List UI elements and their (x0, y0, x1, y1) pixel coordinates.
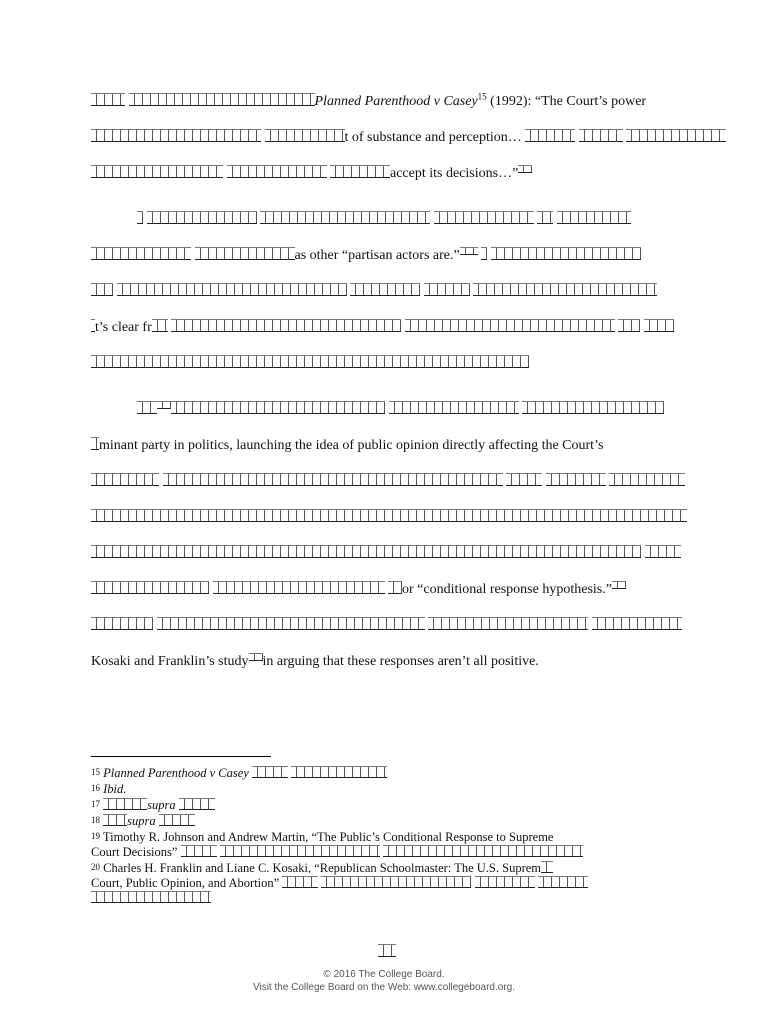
redacted-text (265, 129, 345, 142)
p2-text: as other “partisan actors are.” (294, 248, 460, 263)
redacted-text (152, 319, 168, 332)
redacted-text (137, 211, 143, 224)
p3-text: or “conditional response hypothesis.” (402, 582, 612, 597)
redacted-text (91, 617, 153, 630)
redacted-text (91, 891, 211, 903)
p3-line6 (91, 574, 689, 610)
p2-line5 (91, 348, 689, 384)
redacted-text (91, 473, 159, 486)
copyright-text: © 2016 The College Board. (323, 969, 445, 980)
redacted-text (171, 319, 401, 332)
p3-line5 (91, 538, 689, 574)
p3-line3 (91, 466, 689, 502)
redacted-text (91, 581, 209, 594)
redacted-text (181, 845, 217, 857)
redacted-text (506, 473, 542, 486)
footnote-16: 16 Ibid. (91, 782, 127, 796)
p1-line2 (91, 122, 689, 158)
redacted-text (557, 211, 631, 224)
redacted-text (103, 814, 127, 826)
essay-body (91, 86, 689, 682)
redacted-text (91, 129, 261, 142)
redacted-text (541, 861, 553, 873)
redacted-text (350, 283, 420, 296)
redacted-text (179, 798, 215, 810)
footnote-ref-15: 15 (477, 91, 487, 102)
redacted-text (405, 319, 615, 332)
redacted-text (626, 129, 726, 142)
redacted-text (260, 211, 430, 224)
p3-line8 (91, 646, 689, 682)
redacted-text (618, 319, 640, 332)
p2-line4 (91, 312, 689, 348)
redacted-text (91, 165, 223, 178)
p2-line2 (91, 240, 689, 276)
p3-line1 (91, 394, 689, 430)
redacted-text (91, 437, 99, 450)
redacted-text (129, 93, 315, 106)
redacted-text (282, 876, 318, 888)
footnote-19: 19 Timothy R. Johnson and Andrew Martin, “The Public’s Conditional Response to Supreme Court Decisions” (91, 829, 689, 860)
redacted-text (475, 876, 535, 888)
redacted-text (91, 283, 113, 296)
redacted-text (117, 283, 347, 296)
redacted-text (171, 401, 385, 414)
redacted-text (645, 545, 681, 558)
p2-text: t’s clear fr (95, 320, 152, 335)
redacted-text (644, 319, 674, 332)
redacted-text (330, 165, 390, 178)
redacted-text (491, 247, 641, 260)
footnote-separator (91, 756, 271, 757)
p3-text: Kosaki and Franklin’s study (91, 654, 249, 669)
p1-text: t of substance and perception… (344, 130, 526, 145)
p2-line3 (91, 276, 689, 312)
p3-line4 (91, 502, 689, 538)
redacted-text (227, 165, 327, 178)
footnote-15: 15 Planned Parenthood v Casey (91, 765, 689, 781)
p1-line3 (91, 158, 689, 194)
redacted-text (592, 617, 682, 630)
redacted-footnote-ref (612, 581, 626, 589)
redacted-text (424, 283, 470, 296)
redacted-text (195, 247, 295, 260)
redacted-text (434, 211, 534, 224)
redacted-text (159, 814, 195, 826)
redacted-text (537, 211, 553, 224)
redacted-text (91, 355, 529, 368)
redacted-text (546, 473, 606, 486)
footnote-20: 20 Charles H. Franklin and Liane C. Kosaki, “Republican Schoolmaster: The U.S. Suprem Court, Public Opinion, and Abortion” (91, 860, 689, 906)
redacted-text (579, 129, 623, 142)
quote-start: (1992): “The Court’s power (486, 94, 647, 109)
redacted-text (291, 766, 387, 778)
redacted-text (91, 509, 687, 522)
redacted-page-number (378, 944, 396, 957)
page-footer (0, 968, 768, 994)
redacted-text (538, 876, 588, 888)
p1-line1 (91, 86, 689, 122)
redacted-text (163, 473, 503, 486)
redacted-text (389, 401, 519, 414)
redacted-text (473, 283, 657, 296)
p3-text: minant party in politics, launching the idea of public opinion directly affecting the Court’s (99, 438, 604, 453)
redacted-footnote-ref (157, 401, 171, 409)
redacted-text (157, 617, 425, 630)
case-name: Planned Parenthood v Casey (314, 94, 478, 109)
redacted-text (525, 129, 575, 142)
redacted-text (522, 401, 664, 414)
redacted-text (103, 798, 147, 810)
p3-text: in arguing that these responses aren’t all positive. (262, 654, 539, 669)
redacted-text (137, 401, 157, 414)
redacted-footnote-ref (460, 247, 478, 255)
redacted-text (91, 247, 191, 260)
redacted-text (91, 93, 125, 106)
p2-line1 (91, 204, 689, 240)
redacted-text (252, 766, 288, 778)
redacted-text (321, 876, 471, 888)
redacted-text (428, 617, 588, 630)
redacted-text (147, 211, 257, 224)
redacted-text (383, 845, 583, 857)
redacted-text (388, 581, 402, 594)
footnotes (91, 765, 689, 906)
website-text: Visit the College Board on the Web: www.collegeboard.org. (252, 982, 515, 993)
redacted-text (91, 545, 641, 558)
p3-line2 (91, 430, 689, 466)
redacted-text (220, 845, 380, 857)
redacted-footnote-ref (249, 653, 263, 661)
p3-line7 (91, 610, 689, 646)
footnote-18: 18 supra (91, 813, 689, 829)
footnote-17: 17 supra (91, 797, 689, 813)
redacted-footnote-ref (518, 165, 532, 173)
redacted-text (213, 581, 385, 594)
p1-text: accept its decisions…” (390, 166, 519, 181)
redacted-text (609, 473, 685, 486)
redacted-text (481, 247, 487, 260)
